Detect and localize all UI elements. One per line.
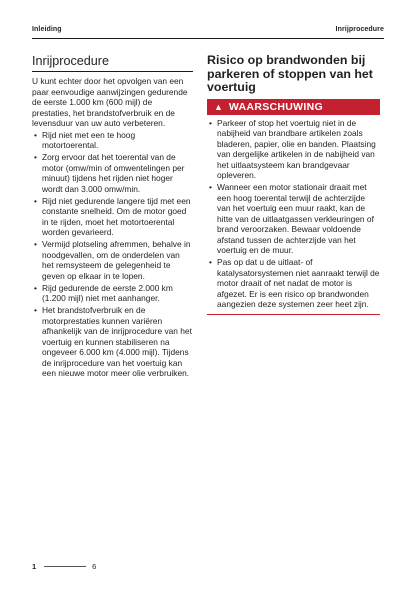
warning-triangle-icon: ▲ [214,101,223,112]
list-item: • Rijd niet met een te hoog motortoerental. [34,129,136,150]
list-item: • Pas op dat u de uitlaat- of katalysatorsystemen niet aanraakt terwijl de motor draait of net nadat de motor is afgezet. Er is een risico op brandwonden aangezien deze systemen zeer heet zijn. [209,257,380,309]
bullet-icon: • [209,117,212,128]
header-rule [32,38,384,39]
title-rule [32,71,193,72]
list-item: • Vermijd plotseling afremmen, behalve in noodgevallen, om de onderdelen van het remsysteem de gelegenheid te geven op elkaar in te lopen. [34,239,191,281]
running-in-list [32,130,193,379]
warning-box [207,99,380,316]
chapter-number: 1 [32,562,37,571]
right-column [207,54,380,315]
list-item: • Het brandstofverbruik en de motorprestaties kunnen variëren afhankelijk van de inrijprocedure van het voertuig en kunnen stabiliseren na ongeveer 6.000 km (4.000 mijl). Tijdens de inrijprocedure van het voertuig kan een nieuwe motor meer olie verbruiken. [34,305,192,378]
warning-list [207,118,380,310]
list-item: • Rijd niet gedurende langere tijd met een constante snelheid. Om de motor goed in te rijden, moet het motortoerental worden gevarieerd. [34,195,191,237]
running-header-right: Inrijprocedure [335,26,384,33]
list-item: • Wanneer een motor stationair draait met een hoog toerental terwijl de achterzijde van het voertuig een muur raakt, kan de hitte van de uitlaatgassen verkleuringen of brand veroorzaken. Bewaar voldoende afstand tussen de achterzijde van het voertuig en de muur. [209,182,374,255]
page-footer [32,562,96,571]
bullet-icon: • [34,239,37,249]
bullet-icon: • [209,257,212,267]
intro-paragraph: U kunt echter door het opvolgen van een paar eenvoudige aanwijzingen gedurende de eerste 1.000 km (600 mijl) de prestaties, het brandstofverbruik en de levensduur van uw auto verbeteren. [32,76,188,128]
list-item: • Zorg ervoor dat het toerental van de motor (omw/min of omwentelingen per minuut) tijdens het rijden niet hoger wordt dan 3.000 omw/min. [34,152,185,194]
bullet-icon: • [34,152,37,162]
section-title-running-in: Inrijprocedure [32,54,110,68]
bullet-icon: • [34,305,37,315]
bullet-icon: • [34,195,37,206]
warning-banner [207,99,380,115]
bullet-icon: • [34,282,37,293]
warning-label: WAARSCHUWING [228,100,323,113]
bullet-icon: • [209,182,212,192]
section-title-burn-risk: Risico op brandwonden bij parkeren of stoppen van het voertuig [207,53,373,94]
bullet-icon: • [34,129,37,140]
running-header-left: Inleiding [32,26,62,33]
list-item: • Parkeer of stop het voertuig niet in de nabijheid van brandbare artikelen zoals bladeren, papier, olie en banden. Plaatsing van dergelijke artikelen in de nabijheid van het uitlaatsysteem kan brandgevaar opleveren. [209,117,376,180]
footer-rule [44,566,86,567]
left-column [32,54,193,380]
page-number: 6 [92,562,97,571]
list-item: • Rijd gedurende de eerste 2.000 km (1.200 mijl) niet met aanhanger. [34,282,173,303]
